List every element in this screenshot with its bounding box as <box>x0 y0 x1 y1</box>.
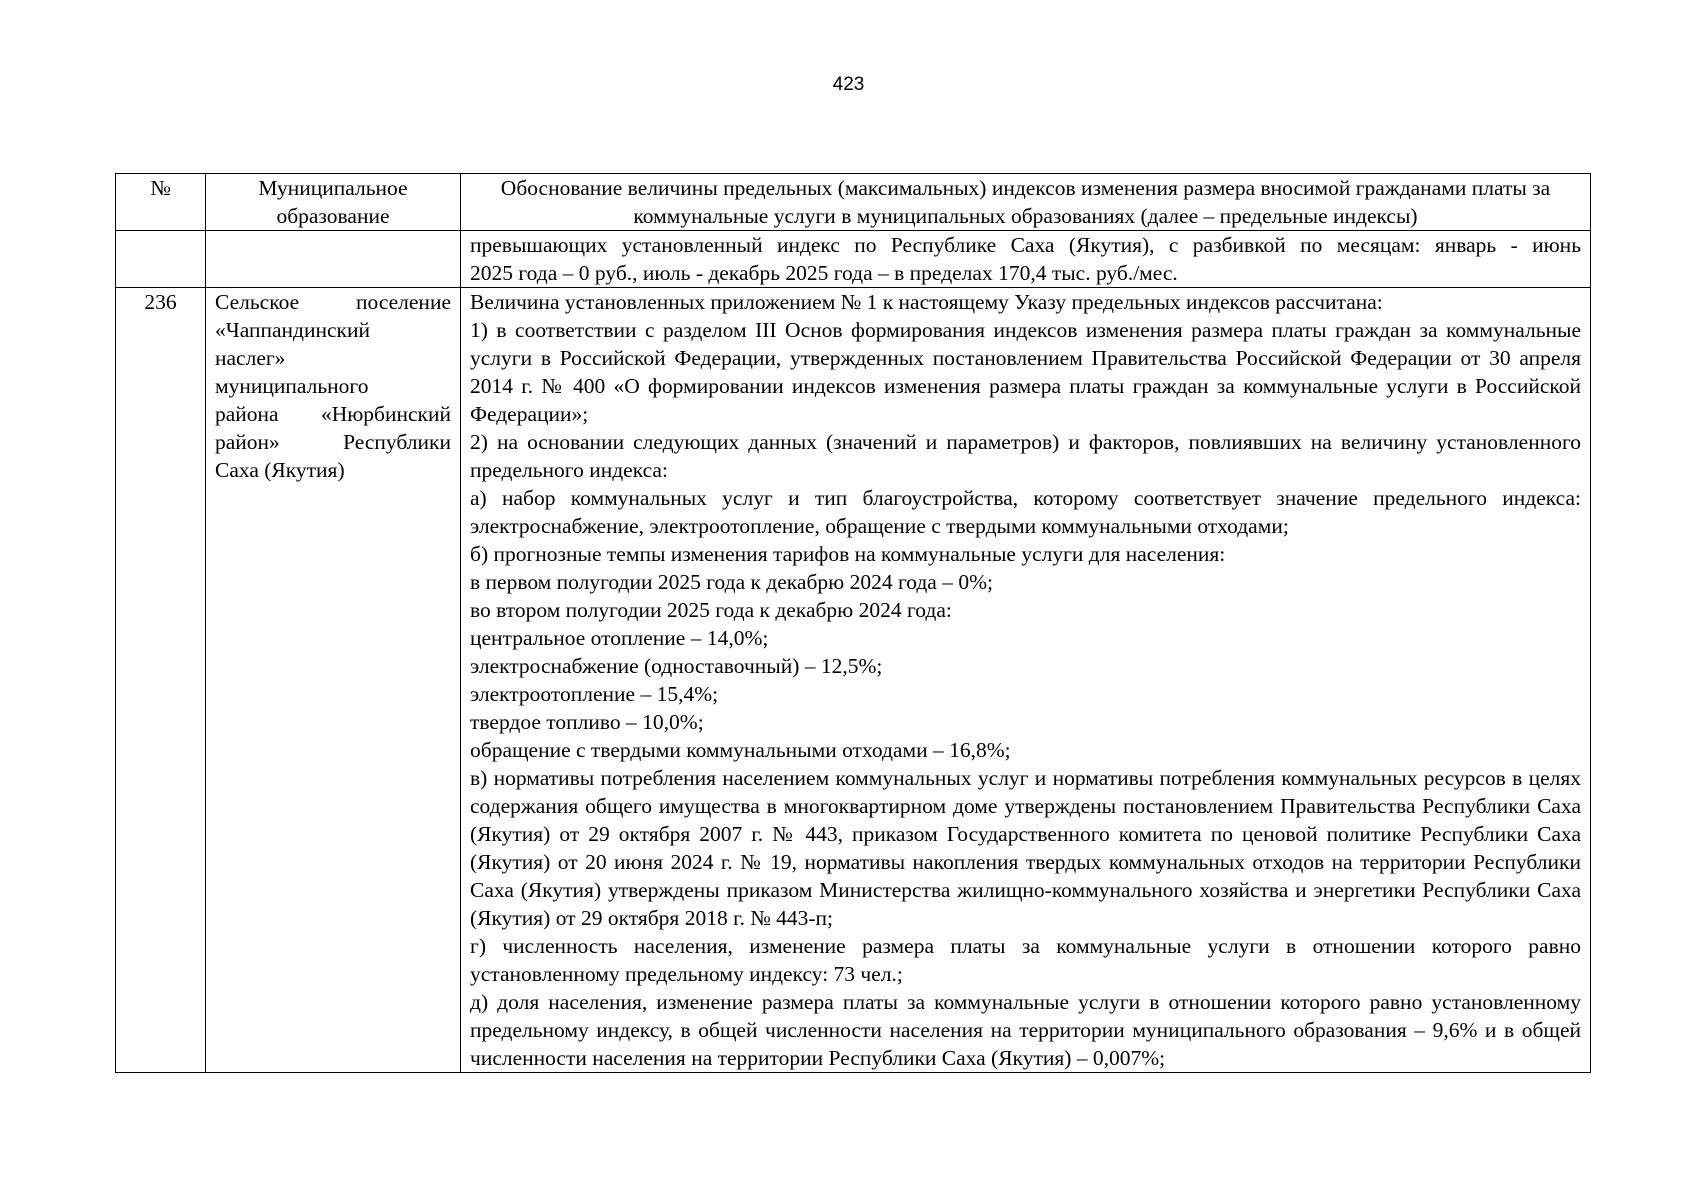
text-line: Саха (Якутия) <box>215 458 345 482</box>
paragraph: электроотопление – 15,4%; <box>470 682 719 706</box>
paragraph: Величина установленных приложением № 1 к настоящему Указу предельных индексов рассчитана: <box>470 290 1383 314</box>
text-line: наслег» <box>215 346 286 370</box>
header-municipality: Муниципальное образование <box>206 174 461 231</box>
header-number: № <box>116 174 206 231</box>
row-number: 236 <box>116 288 206 1073</box>
paragraph: г) численность населения, изменение размера платы за коммунальные услуги в отношении которого равно установленному предельному индексу: 73 чел.; <box>470 934 1581 986</box>
paragraph: обращение с твердыми коммунальными отходами – 16,8%; <box>470 738 1011 762</box>
paragraph: в первом полугодии 2025 года к декабрю 2024 года – 0%; <box>470 570 993 594</box>
header-rationale: Обоснование величины предельных (максимальных) индексов изменения размера вносимой гражданами платы за коммунальные услуги в муниципальных образованиях (далее – предельные индексы) <box>461 174 1591 231</box>
text-line: «Чаппандинский <box>215 318 370 342</box>
paragraph: д) доля населения, изменение размера платы за коммунальные услуги в отношении которого равно установленному предельному индексу, в общей численности населения на территории муниципального образования – 9,6% и в общей численности населения на территории Республики Саха (Якутия) – 0,007%; <box>470 990 1581 1070</box>
indices-table <box>115 173 1591 1073</box>
paragraph: центральное отопление – 14,0%; <box>470 626 769 650</box>
text-line: 2025 года – 0 руб., июль - декабрь 2025 года – в пределах 170,4 тыс. руб./мес. <box>470 261 1178 285</box>
text-line: района «Нюрбинский <box>215 402 451 426</box>
table-header-row <box>116 174 1591 231</box>
page-number: 423 <box>832 74 865 95</box>
table-row <box>116 231 1591 288</box>
row-municipality <box>206 231 461 288</box>
paragraph: 1) в соответствии с разделом III Основ формирования индексов изменения размера платы граждан за коммунальные услуги в Российской Федерации, утвержденных постановлением Правительства Российской Федерации от 30 апреля 2014 г. № 400 «О формировании индексов изменения размера платы граждан за коммунальные услуги в Российской Федерации»; <box>470 318 1581 426</box>
text-line: район» Республики <box>215 430 451 454</box>
paragraph: электроснабжение (одноставочный) – 12,5%; <box>470 654 883 678</box>
paragraph: 2) на основании следующих данных (значений и параметров) и факторов, повлиявших на величину установленного предельного индекса: <box>470 430 1581 482</box>
paragraph: б) прогнозные темпы изменения тарифов на коммунальные услуги для населения: <box>470 542 1226 566</box>
paragraph: в) нормативы потребления населением коммунальных услуг и нормативы потребления коммунальных ресурсов в целях содержания общего имущества в многоквартирном доме утверждены постановлением Правительства Республики Саха (Якутия) от 29 октября 2007 г. № 443, приказом Государственного комитета по ценовой политике Республики Саха (Якутия) от 20 июня 2024 г. № 19, нормативы накопления твердых коммунальных отходов на территории Республики Саха (Якутия) утверждены приказом Министерства жилищно-коммунального хозяйства и энергетики Республики Саха (Якутия) от 29 октября 2018 г. № 443-п; <box>470 766 1581 930</box>
paragraph: во втором полугодии 2025 года к декабрю 2024 года: <box>470 598 952 622</box>
row-municipality <box>206 288 461 1073</box>
row-number <box>116 231 206 288</box>
table-row <box>116 288 1591 1073</box>
text-line: муниципального <box>215 374 369 398</box>
row-rationale <box>461 231 1591 288</box>
paragraph: а) набор коммунальных услуг и тип благоустройства, которому соответствует значение предельного индекса: электроснабжение, электроотопление, обращение с твердыми коммунальными отходами; <box>470 486 1581 538</box>
row-rationale <box>461 288 1591 1073</box>
text-line: Сельское поселение <box>215 290 451 314</box>
text-line: превышающих установленный индекс по Республике Саха (Якутия), с разбивкой по месяцам: январь - июнь <box>470 233 1581 257</box>
paragraph: твердое топливо – 10,0%; <box>470 710 704 734</box>
